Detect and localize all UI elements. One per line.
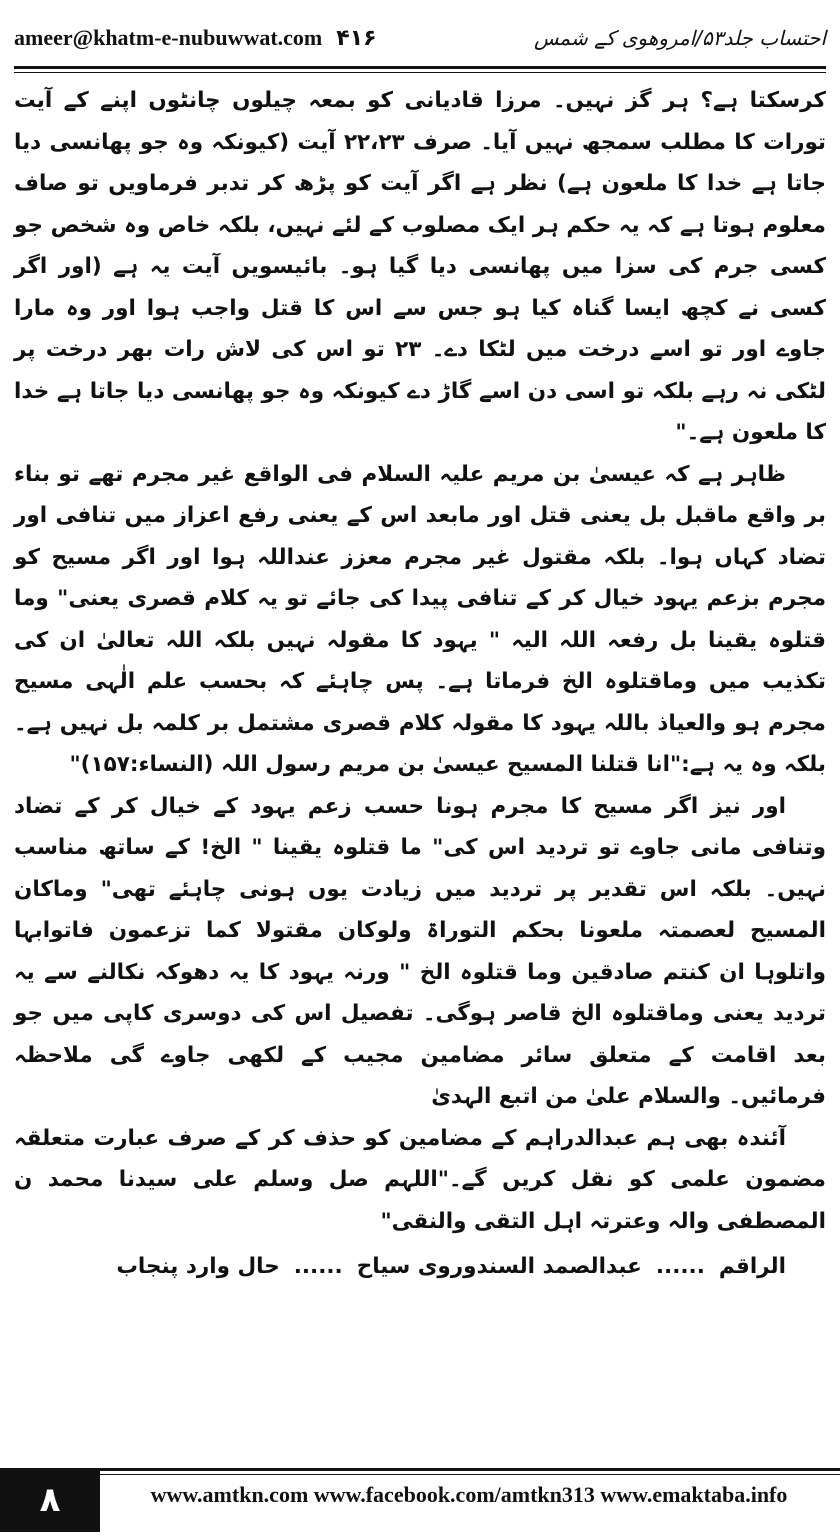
header-email: ameer@khatm-e-nubuwwat.com	[14, 25, 323, 50]
page-header	[14, 14, 826, 62]
paragraph-2: ظاہر ہے کہ عیسیٰ بن مریم علیہ السلام فی الواقع غیر مجرم تھے تو بناء بر واقع ماقبل بل یعنی قتل اور مابعد اس کے یعنی رفع اعزاز میں تنافی اور تضاد کہاں ہوا۔ بلکہ مقتول غیر مجرم معزز عنداللہ ہوا اور اگر مسیح کو مجرم بزعم یہود خیال کر کے تنافی پیدا کی جائے تو یہ کلام قصری یعنی" وما قتلوہ یقینا بل رفعہ اللہ الیہ " یہود کا مقولہ نہیں بلکہ اللہ تعالیٰ ان کی تکذیب میں وماقتلوہ الخ فرماتا ہے۔ پس چاہئے کہ بحسب علم الٰہی مسیح مجرم ہو والعیاذ باللہ یہود کا مقولہ کلام قصری مشتمل بر کلمہ بل نہیں ہے۔ بلکہ وہ یہ ہے:"انا قتلنا المسیح عیسیٰ بن مریم رسول اللہ (النساء:۱۵۷)"	[14, 461, 826, 777]
signature-line	[14, 1246, 826, 1288]
signature-dots-1: ......	[655, 1254, 705, 1279]
running-title: احتساب جلد۵۳/امروھوی کے شمس	[533, 26, 826, 50]
header-page-number: ۴۱۶	[336, 26, 377, 51]
footer-rule	[100, 1468, 840, 1471]
signature-label: الراقم	[718, 1254, 786, 1279]
page-footer	[0, 1468, 840, 1532]
signature-dots-2: ......	[293, 1254, 343, 1279]
paragraph-4: آئندہ بھی ہم عبدالدراہم کے مضامین کو حذف کر کے صرف عبارت متعلقہ مضمون علمی کو نقل کریں گے۔"اللہم صل وسلم علی سیدنا محمد ن المصطفی والہ وعترتہ اہل التقی والنقی"	[14, 1125, 826, 1234]
signature-name: عبدالصمد السندوروی سیاح	[356, 1254, 642, 1279]
paragraph-1: کرسکتا ہے؟ ہر گز نہیں۔ مرزا قادیانی کو بمعہ چیلوں چانٹوں اپنے کے آیت تورات کا مطلب سمجھ نہیں آیا۔ صرف ۲۲،۲۳ آیت (کیونکہ وہ جو پھانسی دیا جاتا ہے خدا کا ملعون ہے) نظر ہے اگر آیت کو پڑھ کر تدبر فرماویں تو صاف معلوم ہوتا ہے کہ یہ حکم ہر ایک مصلوب کے لئے نہیں، بلکہ خاص وہ شخص جو کسی جرم کی سزا میں پھانسی دیا گیا ہو۔ بائیسویں آیت یہ ہے (اور اگر کسی نے کچھ ایسا گناہ کیا ہو جس سے اس کا قتل واجب ہوا اور وہ مارا جاوے اور تو اسے درخت میں لٹکا دے۔ ۲۳ تو اس کی لاش رات بھر درخت پر لٹکی نہ رہے بلکہ تو اسی دن اسے گاڑ دے کیونکہ وہ جو پھانسی دیا جاتا ہے خدا کا ملعون ہے۔"	[14, 88, 827, 445]
paragraph-3: اور نیز اگر مسیح کا مجرم ہونا حسب زعم یہود کے خیال کر کے تضاد وتنافی مانی جاوے تو تردید اس کی" ما قتلوہ یقینا " الخ! کے ساتھ مناسب نہیں۔ بلکہ اس تقدیر پر تردید میں زیادت یوں ہونی چاہئے تھی" وماکان المسیح لعصمتہ ملعونا بحکم التوراۃ ولوکان مقتولا کما تزعمون فاتوابہا واتلوہا ان کنتم صادقین وما قتلوہ الخ " ورنہ یہود کا یہ دھوکہ نکالنے سے یہ تردید یعنی وماقتلوہ الخ قاصر ہوگی۔ تفصیل اس کی دوسری کاپی میں جو بعد اقامت کے متعلق سائر مضامین مجیب کے لکھی جاوے گی ملاحظہ فرمائیں۔ والسلام علیٰ من اتبع الہدیٰ	[14, 793, 826, 1109]
footer-page-badge: ٨	[0, 1468, 100, 1532]
footer-rule-thin	[100, 1474, 840, 1475]
header-rule	[14, 66, 826, 69]
header-rule-thin	[14, 72, 826, 73]
header-left	[14, 25, 377, 51]
footer-links: www.amtkn.com www.facebook.com/amtkn313 www.emaktaba.info	[150, 1482, 788, 1507]
page-body	[14, 80, 826, 1460]
signature-status: حال وارد پنجاب	[116, 1254, 280, 1279]
